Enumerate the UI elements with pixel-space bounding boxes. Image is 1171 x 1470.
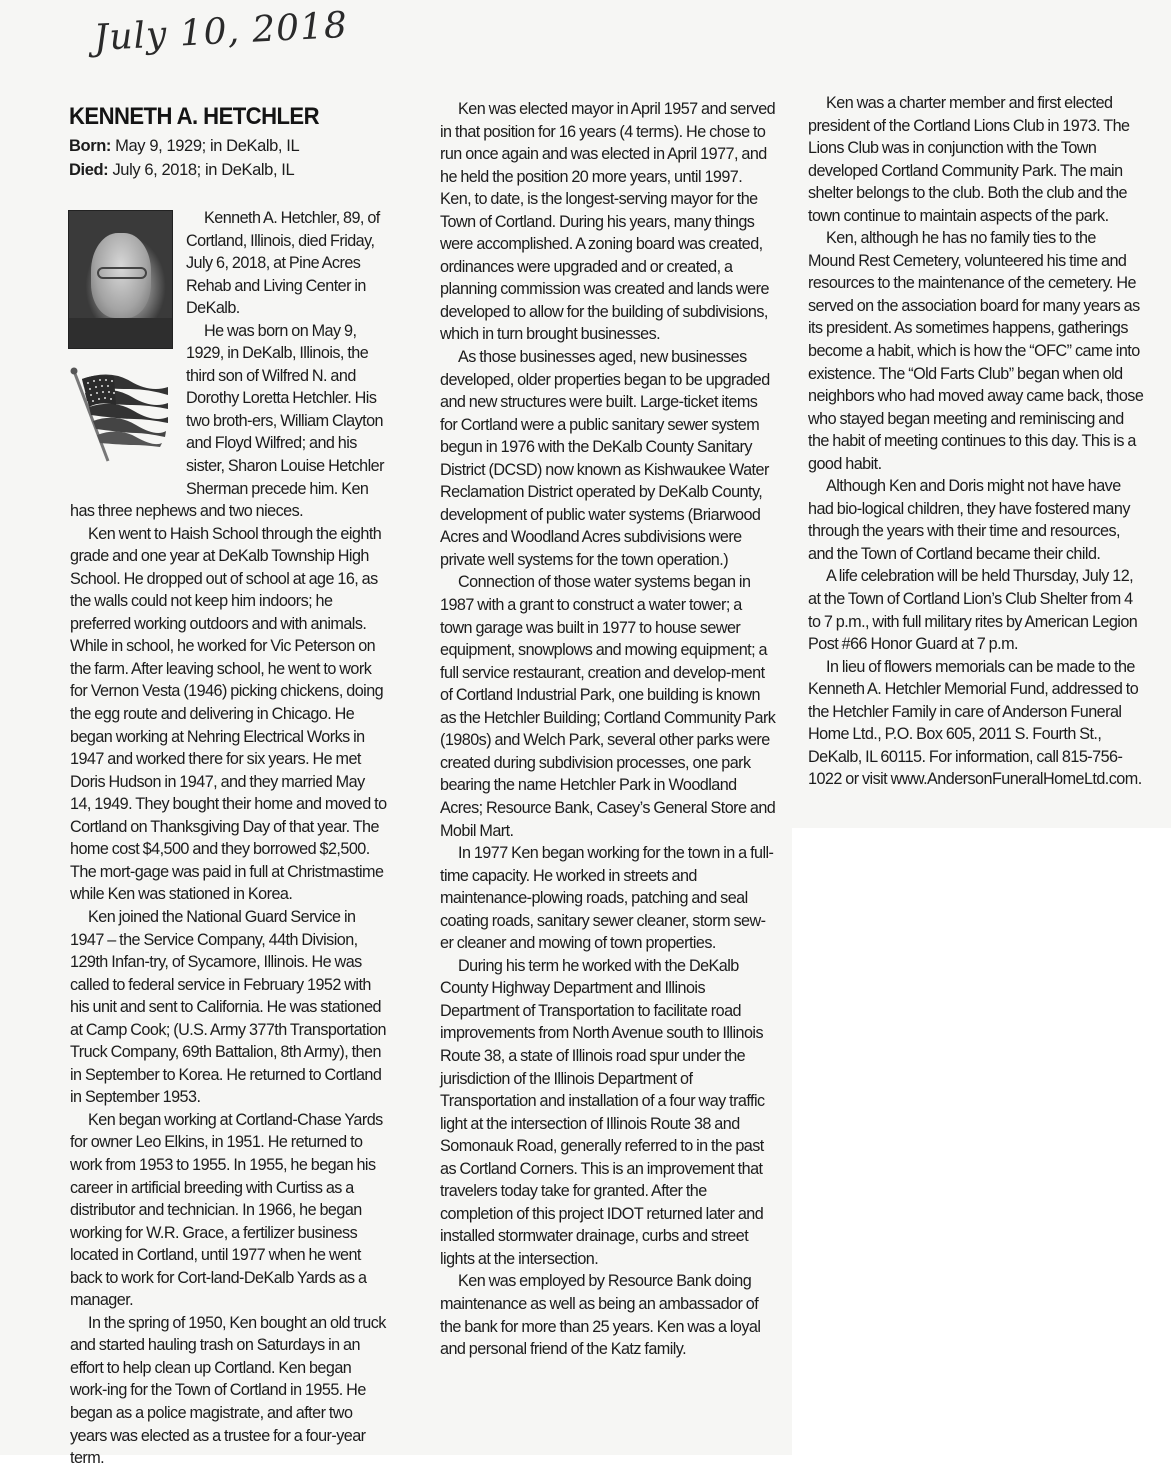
article-column-3 (808, 92, 1146, 791)
born-label: Born: (69, 137, 111, 155)
paragraph: Kenneth A. Hetchler, 89, of Cortland, Illinois, died Friday, July 6, 2018, at Pine Acres Rehab and Living Center in DeKalb. (186, 209, 380, 318)
paragraph: In lieu of flowers memorials can be made to the Kenneth A. Hetchler Memorial Fund, addressed to the Hetchler Family in care of Anderson Funeral Home Ltd., P.O. Box 605, 2011 S. Fourth St., DeKalb, IL 60115. For information, call 815-756-1022 or visit www.AndersonFuneralHomeLtd.com. (808, 657, 1142, 789)
born-value: May 9, 1929; in DeKalb, IL (111, 137, 300, 155)
paragraph: As those businesses aged, new businesses developed, older properties began to be upgraded and new structures were built. Large-ticket items for Cortland were a public sanitary sewer system begun in 1976 with the DeKalb County Sanitary District (DCSD) now known as Kishwaukee Water Reclamation District operated by DeKalb County, development of public water systems (Briarwood Acres and Woodland Acres subdivisions were private well systems for the town operation.) (440, 348, 770, 569)
died-value: July 6, 2018; in DeKalb, IL (108, 161, 295, 179)
article-column-1 (70, 207, 388, 1470)
handwritten-date: July 10, 2018 (92, 4, 349, 59)
paragraph: Ken, although he has no family ties to the Mound Rest Cemetery, volunteered his time and resources to the maintenance of the cemetery. He served on the association board for many years as its president. As sometimes happens, gatherings become a habit, which is how the “OFC” came into existence. The “Old Farts Club” began when old neighbors who had moved away came back, those who stayed began meeting and reminiscing and the habit of meeting continues to this day. This is a good habit. (808, 229, 1144, 473)
paragraph: During his term he worked with the DeKalb County Highway Department and Illinois Department of Transportation to facilitate road improvements from North Avenue south to Illinois Route 38, a state of Illinois road spur under the jurisdiction of the Illinois Department of Transportation and installation of a four way traffic light at the intersection of Illinois Route 38 and Somonauk Road, generally referred to in the past as Cortland Corners. This is an improvement that travelers today take for granted. After the completion of this project IDOT returned later and installed stormwater drainage, curbs and street lights at the intersection. (440, 956, 765, 1268)
paragraph: Although Ken and Doris might not have have had bio-logical children, they have fostered many through the years with their time and resources, and the Town of Cortland became their child. (808, 477, 1130, 563)
died-line (69, 161, 294, 180)
obituary-name-heading: KENNETH A. HETCHLER (69, 103, 319, 130)
paragraph: Connection of those water systems began in 1987 with a grant to construct a water tower; a town garage was built in 1977 to house sewer equipment, snowplows and mowing equipment; a full service restaurant, creation and develop-ment of Cortland Industrial Park, one building is known as the Hetchler Building; Cortland Community Park (1980s) and Welch Park, several other parks were created during subdivision processes, one park bearing the name Hetchler Park in Woodland Acres; Resource Bank, Casey’s General Store and Mobil Mart. (440, 573, 776, 840)
paragraph: Ken was elected mayor in April 1957 and served in that position for 16 years (4 terms). He chose to run once again and was elected in April 1977, and he held the position 20 more years, until 1997. Ken, to date, is the longest-serving mayor for the Town of Cortland. During his years, many things were accomplished. A zoning board was created, ordinances were upgraded and or created, a planning commission was created and lands were developed to allow for the building of subdivisions, which in turn brought businesses. (440, 100, 776, 344)
paragraph: Ken went to Haish School through the eighth grade and one year at DeKalb Township High School. He dropped out of school at age 16, as the walls could not keep him indoors; he preferred working outdoors and with animals. While in school, he worked for Vic Peterson on the farm. After leaving school, he went to work for Vernon Vesta (1946) picking chickens, doing the egg route and delivering in Chicago. He began working at Nehring Electrical Works in 1947 and worked there for six years. He met Doris Hudson in 1947, and they married May 14, 1949. They bought their home and moved to Cortland on Thanksgiving Day of that year. The home cost $4,500 and they borrowed $2,500. The mort-gage was paid in full at Christmastime while Ken was stationed in Korea. (70, 524, 387, 904)
paragraph: In the spring of 1950, Ken bought an old truck and started hauling trash on Saturdays in an effort to help clean up Cortland. Ken began work-ing for the Town of Cortland in 1955. He began as a police magistrate, and after two years was elected as a trustee for a four-year term. (70, 1313, 386, 1468)
image-wrap-space (70, 207, 186, 479)
paragraph: Ken joined the National Guard Service in 1947 – the Service Company, 44th Division, 129th Infan-try, of Sycamore, Illinois. He was called to federal service in February 1952 with his unit and sent to California. He was stationed at Camp Cook; (U.S. Army 377th Transportation Truck Company, 69th Battalion, 8th Army), then in September to Korea. He returned to Cortland in September 1953. (70, 907, 386, 1107)
paragraph: Ken was employed by Resource Bank doing maintenance as well as being an ambassador of the bank for more than 25 years. Ken was a loyal and personal friend of the Katz family. (440, 1272, 761, 1359)
paragraph: Ken was a charter member and first elected president of the Cortland Lions Club in 1973. The Lions Club was in conjunction with the Town developed Cortland Community Park. The main shelter belongs to the club. Both the club and the town continue to maintain aspects of the park. (808, 94, 1130, 225)
died-label: Died: (69, 161, 109, 179)
paragraph: A life celebration will be held Thursday, July 12, at the Town of Cortland Lion’s Club Shelter from 4 to 7 p.m., with full military rites by American Legion Post #66 Honor Guard at 7 p.m. (808, 567, 1138, 654)
article-column-2 (440, 98, 776, 1361)
born-line (69, 137, 299, 156)
paragraph: Ken began working at Cortland-Chase Yards for owner Leo Elkins, in 1951. He returned to work from 1953 to 1955. In 1955, he began his career in artificial breeding with Curtiss as a distributor and technician. In 1966, he began working for W.R. Grace, a fertilizer business located in Cortland, until 1977 when he went back to work for Cort-land-DeKalb Yards as a manager. (70, 1110, 383, 1310)
paragraph: In 1977 Ken began working for the town in a full-time capacity. He worked in streets and maintenance-plowing roads, patching and seal coating roads, sanitary sewer cleaner, storm sew-er cleaner and mowing of town properties. (440, 844, 774, 953)
paragraph: He was born on May 9, 1929, in DeKalb, Illinois, the third son of Wilfred N. and Dorothy Loretta Hetchler. His two broth-ers, William Clayton and Floyd Wilfred; and his sister, Sharon Louise Hetchler Sherman precede him. Ken has three nephews and two nieces. (70, 321, 384, 521)
